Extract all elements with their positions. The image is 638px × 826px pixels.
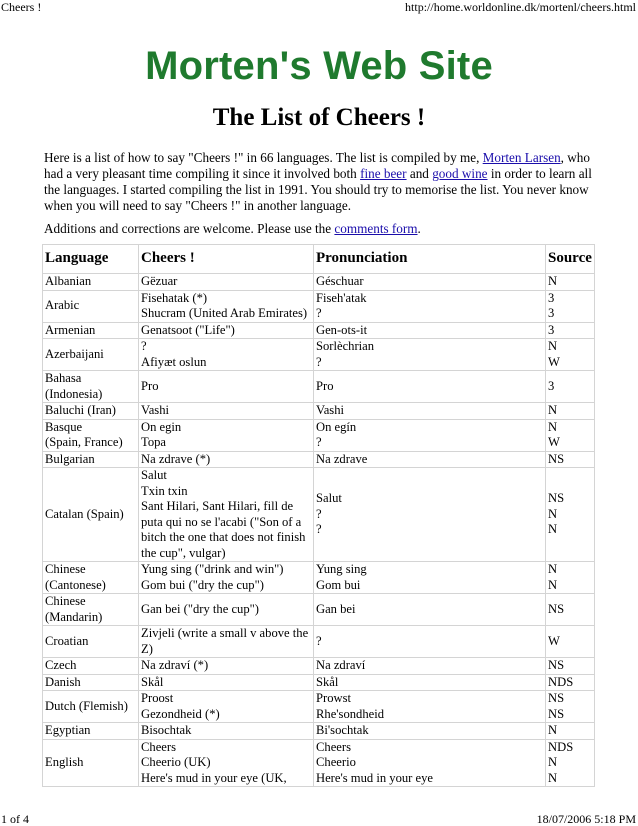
source-cell <box>546 371 595 403</box>
language-cell-line: Armenian <box>45 322 96 337</box>
cheers-cell-line: Na zdraví (*) <box>141 658 209 672</box>
table-row <box>43 691 595 723</box>
cheers-cell <box>139 322 314 339</box>
language-cell <box>43 419 139 451</box>
table-row <box>43 739 595 787</box>
pronunciation-cell-line: ? <box>316 633 322 648</box>
cheers-cell-line: Na zdrave (*) <box>141 451 211 466</box>
pronunciation-cell <box>314 274 546 291</box>
language-cell-line: Czech <box>45 658 77 672</box>
pronunciation-cell <box>314 419 546 451</box>
language-cell-line: Basque <box>45 419 83 434</box>
header-language: Language <box>43 245 139 274</box>
language-cell <box>43 562 139 594</box>
pronunciation-cell-line: On egín <box>316 419 357 434</box>
language-cell <box>43 468 139 562</box>
header-source: Source <box>546 245 595 274</box>
language-cell-line: Chinese <box>45 562 86 576</box>
table-row <box>43 594 595 626</box>
pronunciation-cell <box>314 658 546 675</box>
cheers-cell-line: Cheerio (UK) <box>141 755 211 769</box>
cheers-cell <box>139 339 314 371</box>
cheers-cell <box>139 594 314 626</box>
source-cell-line: 3 <box>548 290 555 305</box>
pronunciation-cell <box>314 403 546 420</box>
cheers-cell-line: Afiyæt oslun <box>141 354 207 369</box>
language-cell <box>43 691 139 723</box>
table-row <box>43 419 595 451</box>
cheers-cell <box>139 739 314 787</box>
intro-text-4: in order to learn all the languages. I started compiling the list in 1991. You should try to memorise the list. You never know when you will need to say "Cheers !" in another language. <box>44 166 592 213</box>
pronunciation-cell <box>314 674 546 691</box>
print-header-url: http://home.worldonline.dk/mortenl/cheers.html <box>405 0 636 14</box>
source-cell-line: NDS <box>548 739 574 754</box>
source-cell-line: N <box>548 723 558 737</box>
source-cell <box>546 658 595 675</box>
source-cell <box>546 451 595 468</box>
language-cell <box>43 674 139 691</box>
source-cell-line: NS <box>548 658 565 672</box>
intro-text-2: , who had a very pleasant time compiling it since it involved both <box>44 150 590 181</box>
comments-form-link[interactable]: comments form <box>334 221 418 236</box>
source-cell <box>546 674 595 691</box>
cheers-cell-line: Genatsoot ("Life") <box>141 322 235 337</box>
source-cell <box>546 322 595 339</box>
site-logo: Morten's Web Site <box>145 44 493 88</box>
table-row <box>43 451 595 468</box>
table-row <box>43 562 595 594</box>
source-cell-line: 3 <box>548 378 555 393</box>
pronunciation-cell-line: Skål <box>316 674 339 689</box>
additions-text-2: . <box>417 221 421 236</box>
pronunciation-cell-line: Rhe'sondheid <box>316 706 385 721</box>
cheers-cell-line: Zivjeli (write a small v above the Z) <box>141 626 309 656</box>
cheers-cell-line: On egin <box>141 419 182 434</box>
pronunciation-cell-line: Gan bei <box>316 601 356 616</box>
pronunciation-cell <box>314 562 546 594</box>
table-row <box>43 658 595 675</box>
pronunciation-cell-line: Sorlèchrian <box>316 339 375 353</box>
source-cell-line: N <box>548 522 558 537</box>
source-cell <box>546 739 595 787</box>
language-cell-line: Catalan (Spain) <box>45 506 124 521</box>
cheers-cell <box>139 371 314 403</box>
table-row <box>43 674 595 691</box>
table-row <box>43 322 595 339</box>
pronunciation-cell-line: Gom bui <box>316 577 361 592</box>
language-cell <box>43 322 139 339</box>
cheers-cell-line: Vashi <box>141 403 169 417</box>
header-cheers: Cheers ! <box>139 245 314 274</box>
cheers-cell-line: Yung sing ("drink and win") <box>141 562 284 576</box>
page-number: 1 of 4 <box>1 812 29 826</box>
good-wine-link[interactable]: good wine <box>432 166 488 181</box>
cheers-cell-line: Salut <box>141 468 167 482</box>
source-cell-line: 3 <box>548 306 555 320</box>
table-row <box>43 468 595 562</box>
source-cell-line: NDS <box>548 674 574 689</box>
pronunciation-cell-line: Fiseh'atak <box>316 290 367 305</box>
language-cell <box>43 658 139 675</box>
source-cell <box>546 723 595 740</box>
source-cell <box>546 691 595 723</box>
cheers-cell-line: Here's mud in your eye (UK, <box>141 770 287 785</box>
source-cell-line: W <box>548 354 560 369</box>
source-cell-line: NS <box>548 691 565 705</box>
source-cell <box>546 339 595 371</box>
source-cell-line: N <box>548 506 558 521</box>
intro-text-3: and <box>406 166 433 181</box>
language-cell <box>43 290 139 322</box>
cheers-cell <box>139 451 314 468</box>
source-cell-line: N <box>548 755 558 769</box>
page-title: The List of Cheers ! <box>212 104 426 131</box>
pronunciation-cell <box>314 723 546 740</box>
language-cell-line: Arabic <box>45 298 80 313</box>
pronunciation-cell-line: Na zdraví <box>316 658 366 672</box>
pronunciation-cell-line: Here's mud in your eye <box>316 770 433 785</box>
language-cell-line: (Indonesia) <box>45 386 103 401</box>
header-pronunciation: Pronunciation <box>314 245 546 274</box>
cheers-cell-line: Sant Hilari, Sant Hilari, fill de puta qui no se l'acabi ("Son of a bitch the one that does not finish the cup", vulgar) <box>141 499 306 560</box>
additions-text-1: Additions and corrections are welcome. Please use the <box>44 221 335 236</box>
cheers-cell-line: Txin txin <box>141 483 188 498</box>
cheers-cell <box>139 626 314 658</box>
pronunciation-cell <box>314 739 546 787</box>
cheers-cell <box>139 419 314 451</box>
pronunciation-cell-line: Gen-ots-it <box>316 322 368 337</box>
cheers-cell <box>139 562 314 594</box>
cheers-cell-line: Cheers <box>141 739 176 754</box>
pronunciation-cell-line: ? <box>316 506 322 521</box>
source-cell-line: NS <box>548 601 565 616</box>
cheers-cell-line: Topa <box>141 435 166 449</box>
language-cell-line: Chinese <box>45 594 86 608</box>
print-header-title: Cheers ! <box>1 0 42 14</box>
language-cell-line: English <box>45 755 84 769</box>
pronunciation-cell-line: Vashi <box>316 403 344 417</box>
fine-beer-link[interactable]: fine beer <box>360 166 407 181</box>
table-row <box>43 274 595 291</box>
pronunciation-cell <box>314 371 546 403</box>
pronunciation-cell <box>314 322 546 339</box>
cheers-cell-line: ? <box>141 339 147 353</box>
pronunciation-cell-line: Yung sing <box>316 562 367 576</box>
language-cell <box>43 274 139 291</box>
pronunciation-cell-line: ? <box>316 522 322 537</box>
pronunciation-cell-line: Na zdrave <box>316 451 368 466</box>
pronunciation-cell-line: Prowst <box>316 691 351 705</box>
language-cell <box>43 594 139 626</box>
source-cell-line: N <box>548 419 558 434</box>
language-cell <box>43 626 139 658</box>
cheers-cell-line: Pro <box>141 378 159 393</box>
source-cell <box>546 468 595 562</box>
pronunciation-cell <box>314 290 546 322</box>
pronunciation-cell-line: Géschuar <box>316 274 364 288</box>
pronunciation-cell <box>314 691 546 723</box>
cheers-cell <box>139 403 314 420</box>
cheers-cell-line: Gan bei ("dry the cup") <box>141 601 259 616</box>
pronunciation-cell-line: Cheers <box>316 739 351 754</box>
language-cell-line: Bulgarian <box>45 451 95 466</box>
source-cell-line: N <box>548 562 558 576</box>
cheers-table <box>42 244 595 787</box>
pronunciation-cell-line: Pro <box>316 378 334 393</box>
pronunciation-cell-line: Bi'sochtak <box>316 723 369 737</box>
cheers-cell <box>139 658 314 675</box>
source-cell <box>546 626 595 658</box>
language-cell <box>43 739 139 787</box>
language-cell-line: Egyptian <box>45 723 91 737</box>
language-cell <box>43 403 139 420</box>
cheers-cell-line: Gezondheid (*) <box>141 706 220 721</box>
cheers-cell-line: Gom bui ("dry the cup") <box>141 577 264 592</box>
language-cell <box>43 371 139 403</box>
source-cell-line: W <box>548 435 560 449</box>
language-cell-line: Azerbaijani <box>45 346 104 361</box>
pronunciation-cell <box>314 339 546 371</box>
table-body <box>43 274 595 787</box>
table-row <box>43 371 595 403</box>
pronunciation-cell-line: Salut <box>316 491 342 506</box>
source-cell-line: W <box>548 633 560 648</box>
language-cell-line: Danish <box>45 674 81 689</box>
cheers-cell <box>139 674 314 691</box>
language-cell-line: Albanian <box>45 274 92 288</box>
language-cell-line: (Mandarin) <box>45 609 103 624</box>
cheers-cell <box>139 723 314 740</box>
cheers-cell <box>139 290 314 322</box>
source-cell <box>546 594 595 626</box>
table-row <box>43 626 595 658</box>
table-row <box>43 403 595 420</box>
pronunciation-cell <box>314 451 546 468</box>
source-cell-line: N <box>548 274 558 288</box>
cheers-cell-line: Bisochtak <box>141 723 192 737</box>
language-cell-line: (Spain, France) <box>45 435 123 449</box>
intro-text-1: Here is a list of how to say "Cheers !" in 66 languages. The list is compiled by me, <box>44 150 483 165</box>
pronunciation-cell <box>314 468 546 562</box>
table-row <box>43 723 595 740</box>
source-cell-line: NS <box>548 706 565 721</box>
language-cell-line: Croatian <box>45 633 89 648</box>
source-cell-line: N <box>548 577 558 592</box>
source-cell <box>546 562 595 594</box>
language-cell-line: Baluchi (Iran) <box>45 403 116 417</box>
language-cell-line: Bahasa <box>45 371 82 385</box>
language-cell <box>43 723 139 740</box>
cheers-cell <box>139 274 314 291</box>
source-cell-line: N <box>548 403 558 417</box>
cheers-cell <box>139 468 314 562</box>
table-header-row <box>43 245 595 274</box>
print-date: 18/07/2006 5:18 PM <box>536 812 636 826</box>
source-cell-line: NS <box>548 451 565 466</box>
table-row <box>43 290 595 322</box>
table-row <box>43 339 595 371</box>
cheers-cell-line: Gëzuar <box>141 274 178 288</box>
intro-paragraph <box>44 150 598 214</box>
print-header <box>0 0 638 14</box>
cheers-cell-line: Fisehatak (*) <box>141 290 208 305</box>
language-cell-line: (Cantonese) <box>45 577 106 592</box>
source-cell-line: N <box>548 339 558 353</box>
source-cell <box>546 403 595 420</box>
pronunciation-cell-line: ? <box>316 435 322 449</box>
pronunciation-cell <box>314 626 546 658</box>
language-cell <box>43 339 139 371</box>
source-cell-line: N <box>548 770 558 785</box>
author-link[interactable]: Morten Larsen <box>482 150 561 165</box>
cheers-cell-line: Shucram (United Arab Emirates) <box>141 306 308 320</box>
pronunciation-cell-line: Cheerio <box>316 755 356 769</box>
source-cell-line: 3 <box>548 322 555 337</box>
pronunciation-cell-line: ? <box>316 354 322 369</box>
source-cell <box>546 274 595 291</box>
cheers-cell <box>139 691 314 723</box>
source-cell <box>546 290 595 322</box>
cheers-cell-line: Skål <box>141 674 164 689</box>
cheers-cell-line: Proost <box>141 691 174 705</box>
pronunciation-cell <box>314 594 546 626</box>
source-cell <box>546 419 595 451</box>
language-cell-line: Dutch (Flemish) <box>45 698 128 713</box>
language-cell <box>43 451 139 468</box>
source-cell-line: NS <box>548 491 565 506</box>
additions-paragraph <box>44 221 604 237</box>
print-footer <box>0 812 638 826</box>
pronunciation-cell-line: ? <box>316 306 322 320</box>
